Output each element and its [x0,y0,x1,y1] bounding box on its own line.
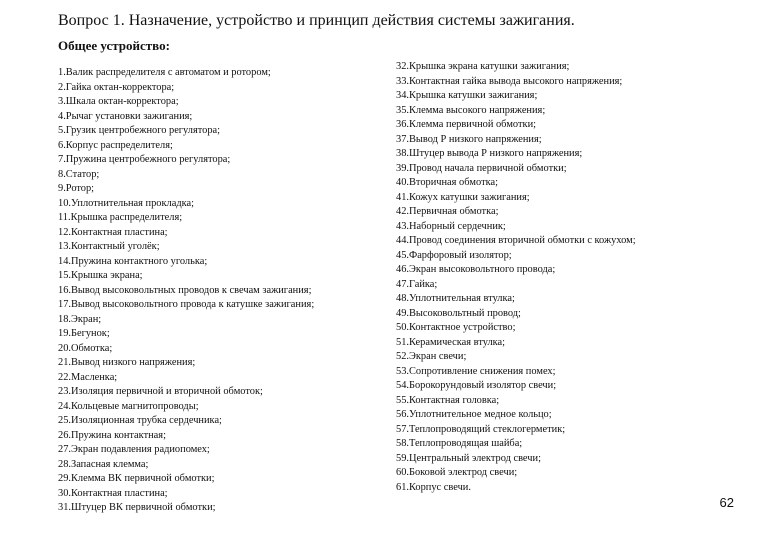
page-title: Вопрос 1. Назначение, устройство и принцип действия системы зажигания. [58,12,575,29]
parts-list-right [396,60,636,495]
list-item: 30.Контактная пластина; [58,487,168,499]
list-item: 27.Экран подавления радиопомех; [58,444,210,455]
list-item: 29.Клемма ВК первичной обмотки; [58,473,215,484]
list-item: 20.Обмотка; [58,342,113,354]
list-item: 53.Сопротивление снижения помех; [396,365,556,377]
list-item: 41.Кожух катушки зажигания; [396,191,530,203]
list-item: 56.Уплотнительное медное кольцо; [396,409,552,420]
list-item: 9.Ротор; [58,183,95,194]
list-item: 1.Валик распределителя с автоматом и ротором; [58,67,271,78]
list-item: 45.Фарфоровый изолятор; [396,249,512,261]
list-item: 54.Борокорундовый изолятор свечи; [396,380,557,391]
list-item: 14.Пружина контактного уголька; [58,255,208,267]
list-item: 23.Изоляция первичной и вторичной обмоток; [58,386,263,397]
list-item: 46.Экран высоковольтного провода; [396,264,556,275]
list-item: 19.Бегунок; [58,328,110,339]
list-item: 43.Наборный сердечник; [396,220,506,232]
list-item: 34.Крышка катушки зажигания; [396,90,538,101]
list-item: 49.Высоковольтный провод; [396,307,521,319]
list-item: 22.Масленка; [58,371,118,383]
list-item: 25.Изоляционная трубка сердечника; [58,415,222,426]
list-item: 57.Теплопроводящий стеклогерметик; [396,423,566,435]
list-item: 48.Уплотнительная втулка; [396,293,515,304]
list-item: 7.Пружина центробежного регулятора; [58,154,231,165]
list-item: 28.Запасная клемма; [58,458,149,470]
list-item: 4.Рычаг установки зажигания; [58,110,193,122]
list-item: 17.Вывод высоковольтного провода к катушке зажигания; [58,299,315,310]
list-item: 15.Крышка экрана; [58,270,143,281]
list-item: 32.Крышка экрана катушки зажигания; [396,61,570,72]
list-item: 58.Теплопроводящая шайба; [396,438,523,449]
list-item: 10.Уплотнительная прокладка; [58,197,194,209]
list-item: 31.Штуцер ВК первичной обмотки; [58,502,216,513]
list-item: 38.Штуцер вывода Р низкого напряжения; [396,148,583,159]
list-item: 50.Контактное устройство; [396,322,516,333]
page-number: 62 [719,495,734,510]
list-item: 8.Статор; [58,168,100,180]
list-item: 24.Кольцевые магнитопроводы; [58,400,199,412]
list-item: 16.Вывод высоковольтных проводов к свечам зажигания; [58,284,312,296]
list-item: 5.Грузик центробежного регулятора; [58,125,221,136]
list-item: 51.Керамическая втулка; [396,336,506,348]
list-item: 55.Контактная головка; [396,394,500,406]
list-item: 40.Вторичная обмотка; [396,177,498,188]
list-item: 11.Крышка распределителя; [58,212,183,223]
list-item: 44.Провод соединения вторичной обмотки с кожухом; [396,235,636,246]
list-item: 3.Шкала октан-корректора; [58,96,179,107]
list-item: 61.Корпус свечи. [396,481,471,493]
list-item: 26.Пружина контактная; [58,429,166,441]
list-item: 37.Вывод Р низкого напряжения; [396,133,542,145]
list-item: 18.Экран; [58,313,102,325]
list-item: 39.Провод начала первичной обмотки; [396,162,567,174]
list-item: 42.Первичная обмотка; [396,206,499,217]
list-item: 21.Вывод низкого напряжения; [58,357,196,368]
list-item: 6.Корпус распределителя; [58,139,173,151]
list-item: 52.Экран свечи; [396,351,467,362]
list-item: 12.Контактная пластина; [58,226,168,238]
list-item: 59.Центральный электрод свечи; [396,452,541,464]
parts-list-left [58,66,314,516]
list-item: 35.Клемма высокого напряжения; [396,104,546,116]
section-subtitle: Общее устройство: [58,38,170,53]
list-item: 60.Боковой электрод свечи; [396,467,518,478]
list-item: 33.Контактная гайка вывода высокого напряжения; [396,75,623,87]
list-item: 36.Клемма первичной обмотки; [396,119,537,130]
list-item: 2.Гайка октан-корректора; [58,81,175,93]
list-item: 47.Гайка; [396,278,438,290]
list-item: 13.Контактный уголёк; [58,241,160,252]
